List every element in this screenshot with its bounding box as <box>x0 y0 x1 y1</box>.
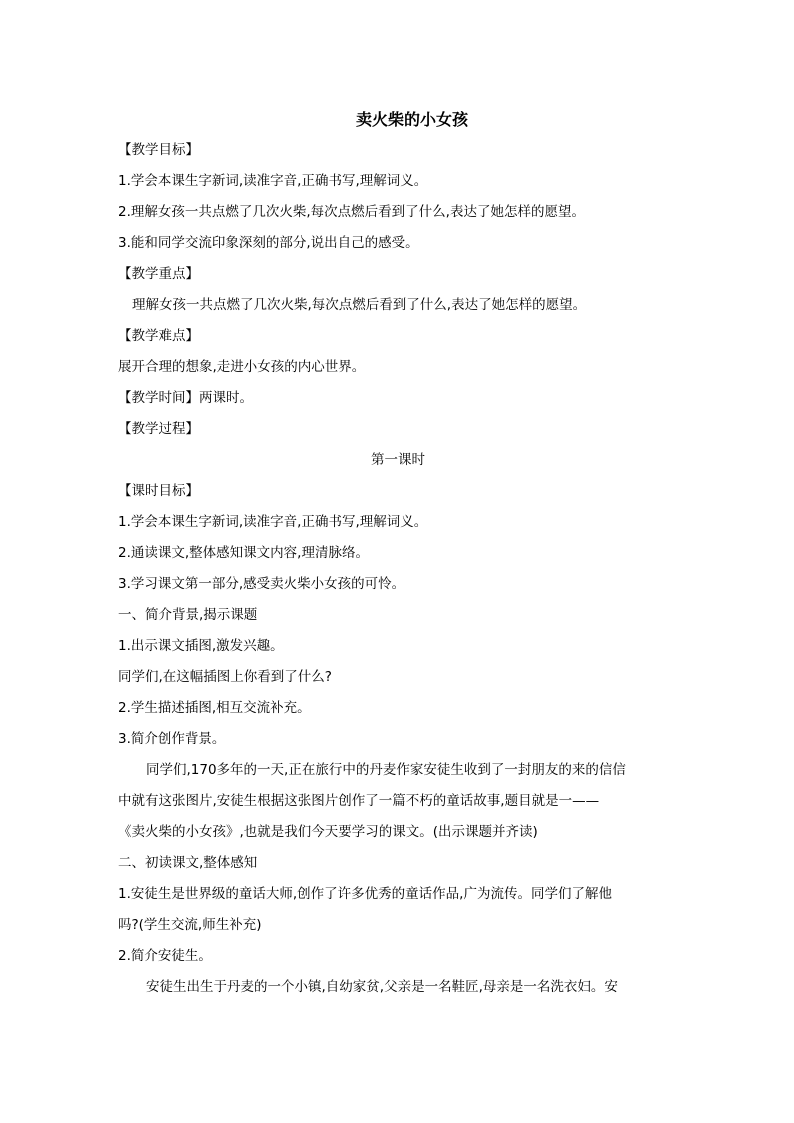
text-line: 一、简介背景,揭示课题 <box>118 607 258 623</box>
text-line: 2.通读课文,整体感知课文内容,理清脉络。 <box>118 545 369 561</box>
text-line: 【教学目标】 <box>118 142 199 158</box>
text-line: 吗?(学生交流,师生补充) <box>118 917 262 933</box>
text-line: 同学们,在这幅插图上你看到了什么? <box>118 669 332 685</box>
document-lines <box>118 135 678 1003</box>
text-line: 中就有这张图片,安徒生根据这张图片创作了一篇不朽的童话故事,题目就是一—— <box>118 793 600 809</box>
document-body <box>118 105 678 1003</box>
text-line: 安徒生出生于丹麦的一个小镇,自幼家贫,父亲是一名鞋匠,母亲是一名洗衣妇。安 <box>146 979 618 995</box>
text-line: 3.学习课文第一部分,感受卖火柴小女孩的可怜。 <box>118 576 406 592</box>
text-line: 展开合理的想象,走进小女孩的内心世界。 <box>118 359 366 375</box>
text-line: 理解女孩一共点燃了几次火柴,每次点燃后看到了什么,表达了她怎样的愿望。 <box>132 297 587 313</box>
text-line: 1.安徒生是世界级的童话大师,创作了许多优秀的童话作品,广为流传。同学们了解他 <box>118 886 612 902</box>
text-line: 2.学生描述插图,相互交流补充。 <box>118 700 311 716</box>
text-line: 2.理解女孩一共点燃了几次火柴,每次点燃后看到了什么,表达了她怎样的愿望。 <box>118 204 585 220</box>
text-line: 【教学过程】 <box>118 421 199 437</box>
text-line: 二、初读课文,整体感知 <box>118 855 258 871</box>
document-title: 卖火柴的小女孩 <box>355 110 468 129</box>
text-line: 1.学会本课生字新词,读准字音,正确书写,理解词义。 <box>118 514 428 530</box>
text-line: 【教学时间】两课时。 <box>118 390 253 406</box>
text-line: 1.学会本课生字新词,读准字音,正确书写,理解词义。 <box>118 173 428 189</box>
text-line: 第一课时 <box>371 452 425 468</box>
text-line: 【课时目标】 <box>118 483 199 499</box>
text-line: 3.简介创作背景。 <box>118 731 226 747</box>
text-line: 【教学重点】 <box>118 266 199 282</box>
text-line: 同学们,170多年的一天,正在旅行中的丹麦作家安徒生收到了一封朋友的来的信信 <box>146 762 626 778</box>
text-line: 1.出示课文插图,激发兴趣。 <box>118 638 284 654</box>
text-line: 【教学难点】 <box>118 328 199 344</box>
text-line: 3.能和同学交流印象深刻的部分,说出自己的感受。 <box>118 235 419 251</box>
text-line: 2.简介安徒生。 <box>118 948 212 964</box>
text-line: 《卖火柴的小女孩》,也就是我们今天要学习的课文。(出示课题并齐读) <box>118 824 538 840</box>
